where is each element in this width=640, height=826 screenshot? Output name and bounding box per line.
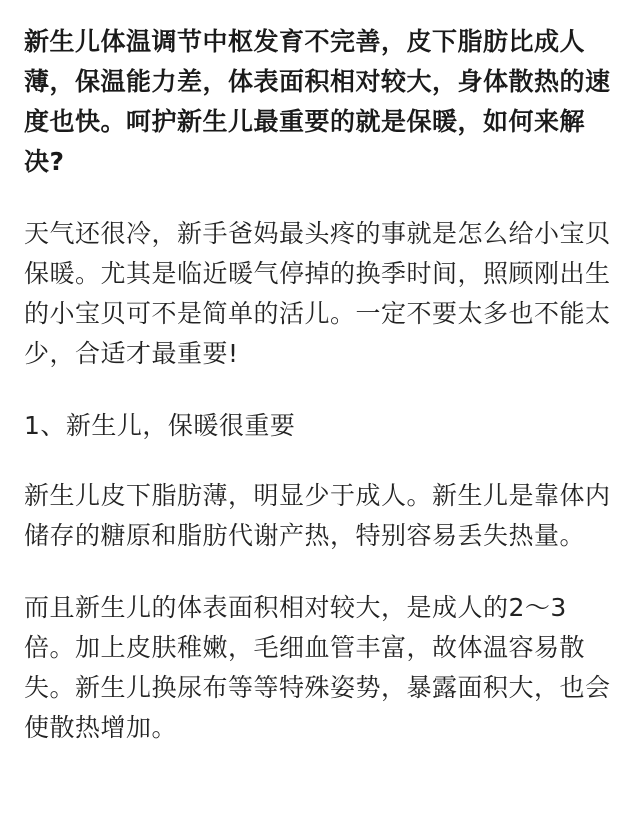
section-heading: 1、新生儿，保暖很重要 bbox=[24, 411, 296, 440]
paragraph-subcutaneous-fat: 新生儿皮下脂肪薄，明显少于成人。新生儿是靠体内储存的糖原和脂肪代谢产热，特别容易丢失热量。 bbox=[24, 481, 611, 550]
paragraph-weather: 天气还很冷，新手爸妈最头疼的事就是怎么给小宝贝保暖。尤其是临近暖气停掉的换季时间，照顾刚出生的小宝贝可不是简单的活儿。一定不要太多也不能太少，合适才最重要! bbox=[24, 219, 611, 368]
lead-paragraph: 新生儿体温调节中枢发育不完善，皮下脂肪比成人薄，保温能力差，体表面积相对较大，身体散热的速度也快。呵护新生儿最重要的就是保暖，如何来解决? bbox=[24, 27, 611, 176]
paragraph-body-surface: 而且新生儿的体表面积相对较大，是成人的2～3倍。加上皮肤稚嫩，毛细血管丰富，故体温容易散失。新生儿换尿布等等特殊姿势，暴露面积大，也会使散热增加。 bbox=[24, 593, 611, 742]
